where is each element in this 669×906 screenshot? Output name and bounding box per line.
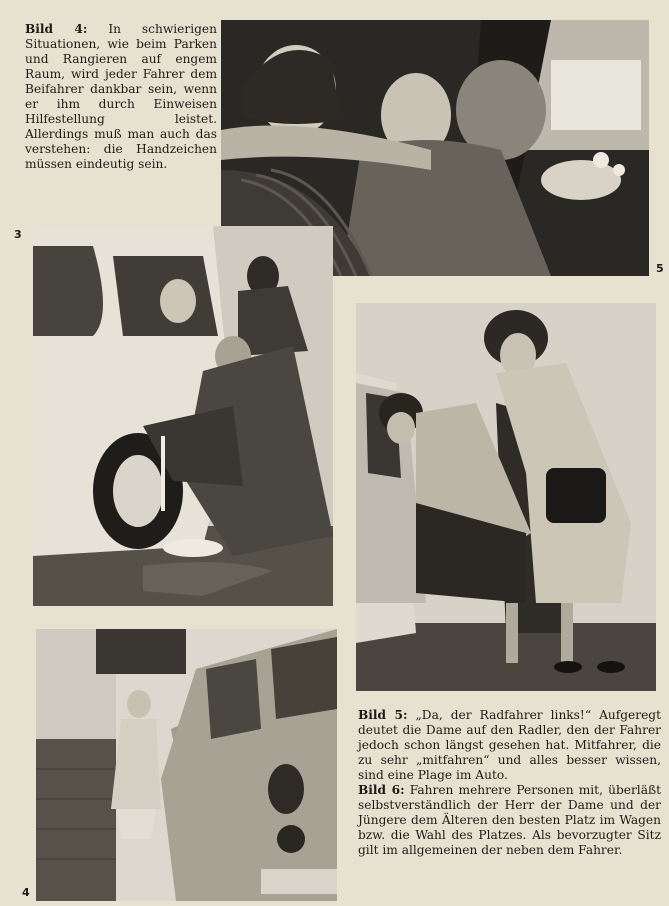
caption-text: „Da, der Radfahrer links!“ Aufgeregt deutet die Dame auf den Radler, den der Fahrer jedoch schon längst gesehen hat. Mitfahrer, die zu sehr „mitfahren“ und alles besser wissen, sind eine Plage im Auto.	[358, 708, 662, 782]
photo-number-3: 3	[14, 228, 22, 241]
caption-bild-6	[358, 783, 661, 858]
caption-text: Fahren mehrere Personen mit, überläßt selbstverständlich der Herr der Dame und der Jüngere dem Älteren den besten Platz im Wagen bzw. die Wahl des Platzes. Als bevorzugter Sitz gilt im allgemeinen der neben dem Fahrer.	[358, 783, 661, 857]
photo-ladies-car-door	[356, 303, 656, 691]
caption-label: Bild 4:	[25, 22, 88, 36]
caption-label: Bild 5:	[358, 708, 408, 722]
photo-number-4: 4	[22, 886, 30, 899]
caption-text: In schwierigen Situationen, wie beim Parken und Rangieren auf engem Raum, wird jeder Fahrer dem Beifahrer dankbar sein, wenn er ihm durch Einweisen Hilfestellung leistet. Allerdings muß man auch das verstehen: die Handzeichen müssen eindeutig sein.	[25, 22, 217, 171]
photo-number-5: 5	[656, 262, 664, 275]
caption-label: Bild 6:	[358, 783, 405, 797]
caption-bild-5	[358, 708, 661, 783]
photo-ladies-car-door-image	[356, 303, 656, 691]
photo-woman-guiding-car-image	[36, 629, 337, 901]
photo-woman-guiding-car	[36, 629, 337, 901]
caption-bild-5-6	[358, 708, 661, 858]
photo-tire-change-image	[33, 226, 333, 606]
caption-bild-4	[25, 22, 217, 172]
photo-tire-change	[33, 226, 333, 606]
